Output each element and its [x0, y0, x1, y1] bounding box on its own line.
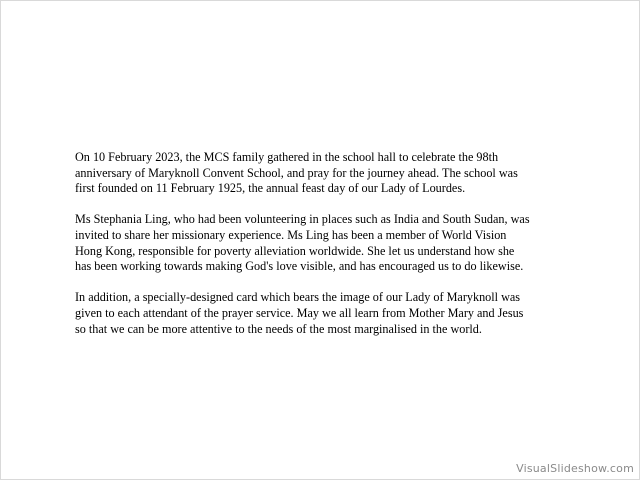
text-line: Hong Kong, responsible for poverty alleviation worldwide. She let us understand how she [75, 243, 515, 258]
paragraph-speaker [75, 212, 575, 274]
text-line: Ms Stephania Ling, who had been volunteering in places such as India and South Sudan, was [75, 212, 530, 227]
article-body [75, 150, 575, 353]
text-line: anniversary of Maryknoll Convent School, and pray for the journey ahead. The school was [75, 165, 518, 180]
paragraph-prayer-card [75, 290, 575, 337]
paragraph-anniversary [75, 150, 575, 197]
text-line: given to each attendant of the prayer service. May we all learn from Mother Mary and Jesus [75, 305, 524, 320]
text-line: so that we can be more attentive to the needs of the most marginalised in the world. [75, 321, 482, 336]
text-line: On 10 February 2023, the MCS family gathered in the school hall to celebrate the 98th [75, 150, 499, 164]
text-line: In addition, a specially-designed card which bears the image of our Lady of Maryknoll was [75, 290, 521, 305]
text-line: invited to share her missionary experience. Ms Ling has been a member of World Vision [75, 227, 507, 242]
text-line: first founded on 11 February 1925, the annual feast day of our Lady of Lourdes. [75, 181, 466, 196]
watermark-text: VisualSlideshow.com [516, 462, 634, 475]
text-line: has been working towards making God's love visible, and has encouraged us to do likewise. [75, 259, 524, 274]
